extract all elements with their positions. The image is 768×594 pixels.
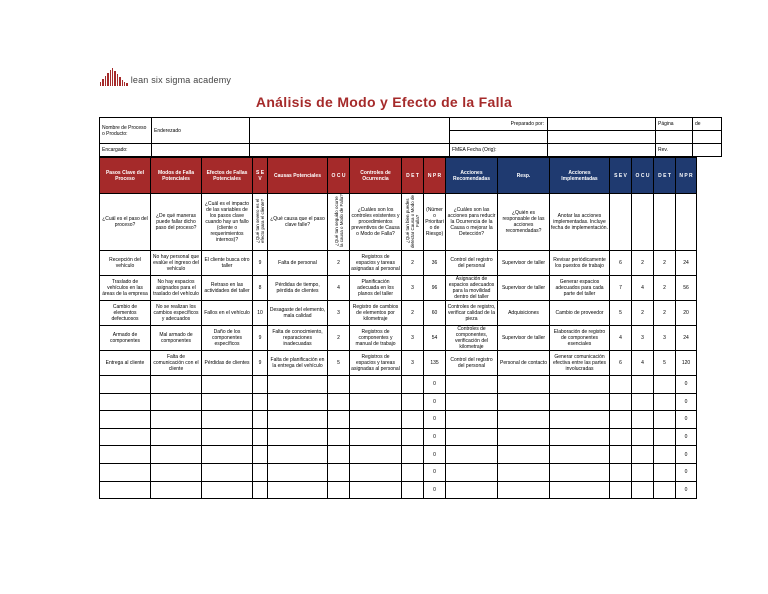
header-row <box>100 158 697 194</box>
proceso-value[interactable]: Enderezado <box>152 118 250 144</box>
fmea-label: FMEA Fecha (Orig): <box>450 144 548 157</box>
empty-cell[interactable] <box>328 376 350 394</box>
empty-cell[interactable] <box>654 393 676 411</box>
empty-cell[interactable] <box>654 481 676 499</box>
cell-modo[interactable]: No se realizan los cambios específicos y adecuados <box>151 301 202 326</box>
empty-cell[interactable] <box>632 446 654 464</box>
header-controles: Controles de Ocurrencia <box>350 158 402 194</box>
cell-ocu2[interactable]: 2 <box>632 301 654 326</box>
question-blank <box>632 194 654 251</box>
empty-row <box>100 446 697 464</box>
cell-paso[interactable]: Cambio de elementos defectuosos <box>100 301 151 326</box>
header-sev2: S E V <box>610 158 632 194</box>
cell-efecto[interactable]: Fallos en el vehículo <box>202 301 253 326</box>
blank-cell <box>548 131 656 144</box>
cell-det2[interactable]: 2 <box>654 301 676 326</box>
question-blank <box>676 194 697 251</box>
empty-cell[interactable] <box>446 393 498 411</box>
question-efectos: ¿Cuál es el impacto de las variables de los pasos clave cuando hay un fallo (cliente o requerimientos internos)? <box>202 194 253 251</box>
empty-cell[interactable] <box>610 393 632 411</box>
empty-cell[interactable] <box>268 376 328 394</box>
header-pasos: Pasos Clave del Proceso <box>100 158 151 194</box>
empty-cell[interactable] <box>253 393 268 411</box>
encargado-field[interactable] <box>152 144 250 157</box>
cell-ocu[interactable]: 2 <box>328 251 350 276</box>
cell-det[interactable]: 3 <box>402 326 424 351</box>
empty-cell[interactable] <box>151 376 202 394</box>
cell-npr: 36 <box>424 251 446 276</box>
empty-cell[interactable] <box>498 481 550 499</box>
blank-cell <box>656 131 693 144</box>
cell-resp[interactable]: Personal de contacto <box>498 351 550 376</box>
cell-efecto[interactable]: Daño de los componentes específicos <box>202 326 253 351</box>
empty-cell[interactable] <box>446 376 498 394</box>
cell-impl[interactable]: Revisar periódicamente los puestos de trabajo <box>550 251 610 276</box>
empty-cell[interactable] <box>610 428 632 446</box>
empty-cell[interactable] <box>328 463 350 481</box>
empty-cell[interactable] <box>610 446 632 464</box>
fmea-table <box>99 157 697 499</box>
cell-npr2: 56 <box>676 276 697 301</box>
header-ocu2: O C U <box>632 158 654 194</box>
empty-cell[interactable] <box>446 411 498 429</box>
cell-sev2[interactable]: 4 <box>610 326 632 351</box>
cell-efecto[interactable]: Retraso en las actividades del taller <box>202 276 253 301</box>
blank-cell <box>250 144 450 157</box>
cell-accion[interactable]: Control del registro del personal <box>446 351 498 376</box>
table-row <box>100 251 697 276</box>
empty-cell[interactable] <box>632 376 654 394</box>
header-npr: N P R <box>424 158 446 194</box>
cell-sev2[interactable]: 6 <box>610 351 632 376</box>
cell-accion[interactable]: Controles de componentes, verificación del kilometraje <box>446 326 498 351</box>
empty-cell[interactable] <box>253 463 268 481</box>
cell-npr2: 0 <box>676 481 697 499</box>
cell-sev[interactable]: 9 <box>253 251 268 276</box>
empty-cell[interactable] <box>550 411 610 429</box>
cell-paso[interactable]: Entrega al cliente <box>100 351 151 376</box>
empty-cell[interactable] <box>350 446 402 464</box>
cell-resp[interactable]: Supervisor de taller <box>498 276 550 301</box>
cell-modo[interactable]: No hay personal que evalúe el ingreso del vehículo <box>151 251 202 276</box>
empty-cell[interactable] <box>100 411 151 429</box>
preparado-field[interactable] <box>548 118 656 131</box>
page-title: Análisis de Modo y Efecto de la Falla <box>255 94 513 110</box>
empty-cell[interactable] <box>632 481 654 499</box>
question-modos: ¿De qué maneras puede fallar dicho paso del proceso? <box>151 194 202 251</box>
empty-cell[interactable] <box>402 446 424 464</box>
cell-ocu2[interactable]: 4 <box>632 351 654 376</box>
empty-cell[interactable] <box>268 463 328 481</box>
empty-cell[interactable] <box>350 463 402 481</box>
question-blank <box>610 194 632 251</box>
cell-npr: 54 <box>424 326 446 351</box>
cell-paso[interactable]: Armado de componentes <box>100 326 151 351</box>
question-pasos: ¿Cuál es el paso del proceso? <box>100 194 151 251</box>
cell-npr: 0 <box>424 481 446 499</box>
cell-npr2: 24 <box>676 251 697 276</box>
header-efectos: Efectos de Fallas Potenciales <box>202 158 253 194</box>
question-controles: ¿Cuáles son los controles existentes y procedimientos preventivos de Causa o Modo de Falla? <box>350 194 402 251</box>
cell-npr: 0 <box>424 463 446 481</box>
cell-sev2[interactable]: 7 <box>610 276 632 301</box>
cell-npr: 0 <box>424 393 446 411</box>
empty-cell[interactable] <box>550 446 610 464</box>
blank-cell <box>693 131 722 144</box>
question-row <box>100 194 697 251</box>
cell-accion[interactable]: Controles de registro, verificar calidad de la pieza <box>446 301 498 326</box>
cell-npr2: 0 <box>676 411 697 429</box>
empty-cell[interactable] <box>328 411 350 429</box>
empty-cell[interactable] <box>268 481 328 499</box>
cell-ocu[interactable]: 2 <box>328 326 350 351</box>
empty-cell[interactable] <box>498 428 550 446</box>
empty-row <box>100 463 697 481</box>
question-npr: (Número Prioritario de Riesgo) <box>424 194 446 251</box>
question-blank <box>654 194 676 251</box>
cell-modo[interactable]: No hay espacios asignados para el traslado del vehículo <box>151 276 202 301</box>
cell-modo[interactable]: Falta de comunicación con el cliente <box>151 351 202 376</box>
empty-cell[interactable] <box>446 463 498 481</box>
question-resp: ¿Quién es responsable de las acciones recomendadas? <box>498 194 550 251</box>
header-modos: Modos de Falla Potenciales <box>151 158 202 194</box>
empty-cell[interactable] <box>654 428 676 446</box>
cell-efecto[interactable]: El cliente busca otro taller <box>202 251 253 276</box>
cell-ocu2[interactable]: 3 <box>632 326 654 351</box>
empty-cell[interactable] <box>100 446 151 464</box>
header-det: D E T <box>402 158 424 194</box>
empty-cell[interactable] <box>328 428 350 446</box>
cell-sev[interactable]: 10 <box>253 301 268 326</box>
cell-npr: 0 <box>424 411 446 429</box>
empty-cell[interactable] <box>268 446 328 464</box>
empty-cell[interactable] <box>498 411 550 429</box>
cell-npr: 135 <box>424 351 446 376</box>
empty-cell[interactable] <box>654 376 676 394</box>
cell-ocu2[interactable]: 2 <box>632 251 654 276</box>
cell-npr2: 24 <box>676 326 697 351</box>
cell-impl[interactable]: Cambio de proveedor <box>550 301 610 326</box>
empty-cell[interactable] <box>151 446 202 464</box>
cell-accion[interactable]: Control del registro del personal <box>446 251 498 276</box>
empty-cell[interactable] <box>402 393 424 411</box>
empty-cell[interactable] <box>550 393 610 411</box>
cell-npr2: 0 <box>676 463 697 481</box>
empty-cell[interactable] <box>268 393 328 411</box>
cell-impl[interactable]: Generar espacios adecuados para cada parte del taller <box>550 276 610 301</box>
empty-cell[interactable] <box>253 376 268 394</box>
empty-cell[interactable] <box>632 393 654 411</box>
empty-cell[interactable] <box>610 376 632 394</box>
header-npr2: N P R <box>676 158 697 194</box>
cell-sev2[interactable]: 6 <box>610 251 632 276</box>
cell-resp[interactable]: Supervisor de taller <box>498 326 550 351</box>
cell-causa[interactable]: Desagaste del elemento, mala calidad <box>268 301 328 326</box>
cell-npr: 96 <box>424 276 446 301</box>
cell-npr: 60 <box>424 301 446 326</box>
cell-npr2: 120 <box>676 351 697 376</box>
brand-logo <box>100 68 231 86</box>
cell-det[interactable]: 2 <box>402 251 424 276</box>
empty-cell[interactable] <box>498 376 550 394</box>
table-row <box>100 301 697 326</box>
empty-cell[interactable] <box>268 428 328 446</box>
empty-cell[interactable] <box>610 481 632 499</box>
cell-control[interactable]: Planificación adecuada en los planos del taller <box>350 276 402 301</box>
rev-label: Rev. <box>656 144 693 157</box>
empty-cell[interactable] <box>402 411 424 429</box>
question-implementadas: Anotar las acciones implementadas. Incluye fecha de implementación. <box>550 194 610 251</box>
cell-control[interactable]: Registros de espacios y tareas asignadas al personal <box>350 351 402 376</box>
empty-row <box>100 411 697 429</box>
empty-cell[interactable] <box>202 393 253 411</box>
empty-cell[interactable] <box>151 411 202 429</box>
proceso-label: Nombre de Proceso o Producto: <box>100 118 152 144</box>
question-sev-cell <box>253 194 268 251</box>
empty-cell[interactable] <box>151 393 202 411</box>
empty-row <box>100 481 697 499</box>
empty-cell[interactable] <box>151 428 202 446</box>
cell-npr: 0 <box>424 428 446 446</box>
empty-cell[interactable] <box>350 428 402 446</box>
empty-cell[interactable] <box>151 463 202 481</box>
brand-name: lean six sigma academy <box>130 75 232 85</box>
empty-cell[interactable] <box>550 463 610 481</box>
cell-npr: 0 <box>424 446 446 464</box>
empty-cell[interactable] <box>632 463 654 481</box>
empty-cell[interactable] <box>151 481 202 499</box>
empty-cell[interactable] <box>610 411 632 429</box>
empty-cell[interactable] <box>350 393 402 411</box>
cell-sev[interactable]: 9 <box>253 351 268 376</box>
header-sev: S E V <box>253 158 268 194</box>
empty-cell[interactable] <box>446 446 498 464</box>
header-det2: D E T <box>654 158 676 194</box>
question-det-cell <box>402 194 424 251</box>
empty-cell[interactable] <box>202 376 253 394</box>
empty-cell[interactable] <box>253 481 268 499</box>
cell-control[interactable]: Registros de componentes y manual de trabajo <box>350 326 402 351</box>
fmea-field[interactable] <box>548 144 656 157</box>
cell-control[interactable]: Registro de cambios de elementos por kilometraje <box>350 301 402 326</box>
header-acciones: Acciones Recomendadas <box>446 158 498 194</box>
empty-cell[interactable] <box>202 481 253 499</box>
cell-causa[interactable]: Falta de planificación en la entrega del vehículo <box>268 351 328 376</box>
cell-ocu[interactable]: 5 <box>328 351 350 376</box>
question-acciones: ¿Cuáles son las acciones para reducir la Ocurrencia de la Causa o mejorar la Detección? <box>446 194 498 251</box>
de-label: de <box>693 118 722 131</box>
cell-npr2: 0 <box>676 393 697 411</box>
empty-cell[interactable] <box>498 446 550 464</box>
cell-det2[interactable]: 5 <box>654 351 676 376</box>
empty-cell[interactable] <box>253 411 268 429</box>
empty-cell[interactable] <box>498 393 550 411</box>
question-sev: ¿Qué tan severo es el efecto para el cliente? <box>255 198 265 244</box>
empty-cell[interactable] <box>328 481 350 499</box>
cell-det[interactable]: 3 <box>402 351 424 376</box>
table-row <box>100 351 697 376</box>
empty-cell[interactable] <box>632 428 654 446</box>
cell-paso[interactable]: Traslado de vehículos en las áreas de la empresa <box>100 276 151 301</box>
empty-cell[interactable] <box>654 411 676 429</box>
cell-det2[interactable]: 3 <box>654 326 676 351</box>
empty-cell[interactable] <box>654 463 676 481</box>
cell-modo[interactable]: Mal armado de componentes <box>151 326 202 351</box>
empty-cell[interactable] <box>328 446 350 464</box>
cell-sev[interactable]: 8 <box>253 276 268 301</box>
empty-cell[interactable] <box>328 393 350 411</box>
empty-cell[interactable] <box>550 376 610 394</box>
pagina-label: Página <box>656 118 693 131</box>
empty-cell[interactable] <box>100 481 151 499</box>
encargado-label: Encargado: <box>100 144 152 157</box>
question-det: ¿Qué tan bien puedes detectar Causa o Modo de Falla? <box>405 194 420 248</box>
cell-ocu[interactable]: 4 <box>328 276 350 301</box>
cell-paso[interactable]: Recepción del vehículo <box>100 251 151 276</box>
empty-row <box>100 393 697 411</box>
cell-npr2: 0 <box>676 428 697 446</box>
header-ocu: O C U <box>328 158 350 194</box>
empty-cell[interactable] <box>100 463 151 481</box>
empty-cell[interactable] <box>446 428 498 446</box>
empty-cell[interactable] <box>202 446 253 464</box>
cell-sev[interactable]: 9 <box>253 326 268 351</box>
cell-impl[interactable]: Elaboración de registro de componentes esenciales <box>550 326 610 351</box>
empty-cell[interactable] <box>100 393 151 411</box>
question-ocu: ¿Qué tan seguido ocurre la causa o Modo de Falla? <box>333 194 344 248</box>
cell-npr2: 0 <box>676 446 697 464</box>
cell-npr2: 20 <box>676 301 697 326</box>
cell-ocu[interactable]: 3 <box>328 301 350 326</box>
empty-cell[interactable] <box>632 411 654 429</box>
cell-causa[interactable]: Falta de personal <box>268 251 328 276</box>
header-causas: Causas Potenciales <box>268 158 328 194</box>
empty-cell[interactable] <box>402 376 424 394</box>
cell-npr: 0 <box>424 376 446 394</box>
empty-row <box>100 428 697 446</box>
empty-cell[interactable] <box>402 428 424 446</box>
blank-cell <box>450 131 548 144</box>
header-resp: Resp. <box>498 158 550 194</box>
cell-det2[interactable]: 2 <box>654 276 676 301</box>
table-row <box>100 326 697 351</box>
cell-causa[interactable]: Pérdidas de tiempo, pérdida de clientes <box>268 276 328 301</box>
cell-causa[interactable]: Falta de conocimiento, reparaciones inadecuadas <box>268 326 328 351</box>
empty-cell[interactable] <box>550 481 610 499</box>
cell-sev2[interactable]: 5 <box>610 301 632 326</box>
table-row <box>100 276 697 301</box>
proceso-blank[interactable] <box>250 118 450 144</box>
rev-field[interactable] <box>693 144 722 157</box>
logo-bars-icon <box>100 68 128 86</box>
cell-efecto[interactable]: Pérdidas de clientes <box>202 351 253 376</box>
cell-det2[interactable]: 2 <box>654 251 676 276</box>
cell-resp[interactable]: Supervisor de taller <box>498 251 550 276</box>
empty-cell[interactable] <box>350 376 402 394</box>
cell-ocu2[interactable]: 4 <box>632 276 654 301</box>
question-ocu-cell <box>328 194 350 251</box>
cell-accion[interactable]: Asignación de espacios adecuados para la movilidad dentro del taller <box>446 276 498 301</box>
empty-cell[interactable] <box>268 411 328 429</box>
empty-cell[interactable] <box>350 481 402 499</box>
empty-cell[interactable] <box>402 463 424 481</box>
empty-cell[interactable] <box>654 446 676 464</box>
empty-cell[interactable] <box>202 411 253 429</box>
empty-cell[interactable] <box>100 376 151 394</box>
preparado-label: Preparado por: <box>450 118 548 131</box>
cell-det[interactable]: 2 <box>402 301 424 326</box>
empty-cell[interactable] <box>498 463 550 481</box>
empty-cell[interactable] <box>402 481 424 499</box>
question-causas: ¿Qué causa que el paso clave falle? <box>268 194 328 251</box>
empty-cell[interactable] <box>202 463 253 481</box>
empty-cell[interactable] <box>253 428 268 446</box>
cell-resp[interactable]: Adquisiciones <box>498 301 550 326</box>
empty-cell[interactable] <box>100 428 151 446</box>
info-table <box>99 117 722 157</box>
empty-cell[interactable] <box>350 411 402 429</box>
cell-control[interactable]: Registros de espacios y tareas asignadas al personal <box>350 251 402 276</box>
empty-cell[interactable] <box>610 463 632 481</box>
empty-cell[interactable] <box>253 446 268 464</box>
empty-cell[interactable] <box>202 428 253 446</box>
empty-cell[interactable] <box>550 428 610 446</box>
cell-det[interactable]: 3 <box>402 276 424 301</box>
cell-impl[interactable]: Generar comunicación efectiva entre las partes involucradas <box>550 351 610 376</box>
empty-row <box>100 376 697 394</box>
header-implementadas: Acciones Implementadas <box>550 158 610 194</box>
cell-npr2: 0 <box>676 376 697 394</box>
empty-cell[interactable] <box>446 481 498 499</box>
